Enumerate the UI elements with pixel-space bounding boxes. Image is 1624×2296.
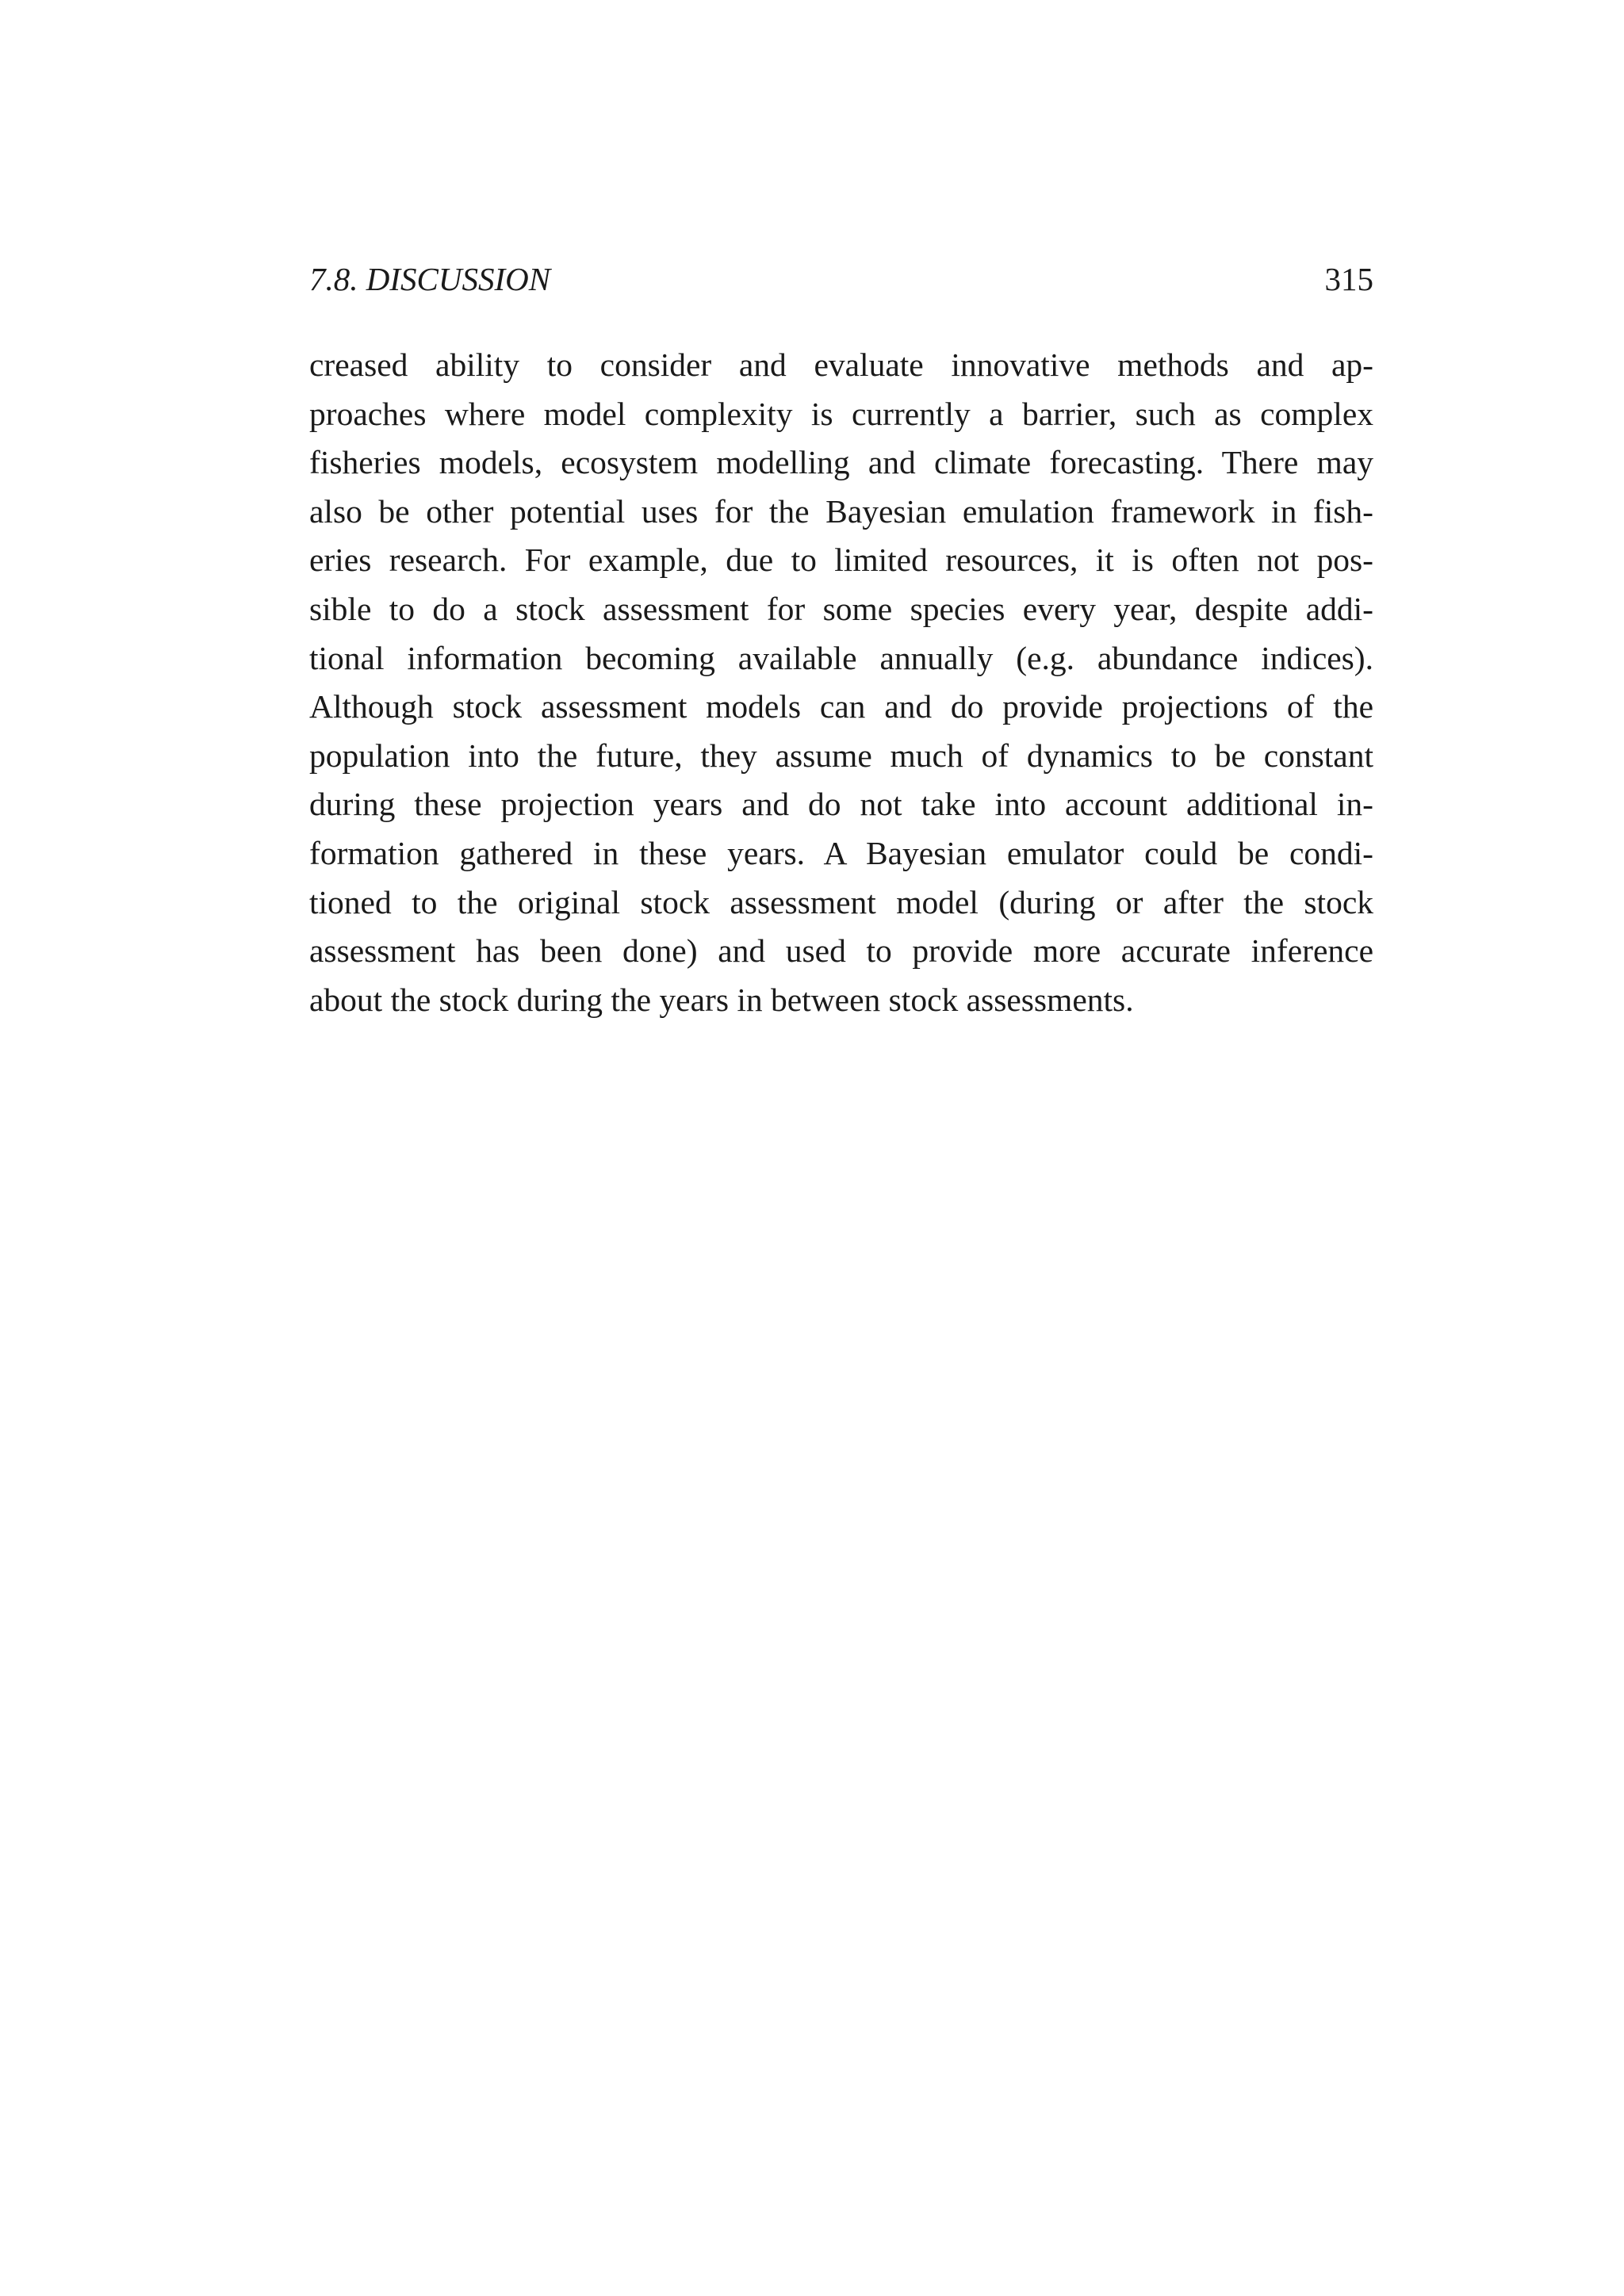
text-line: creased ability to consider and evaluate innovative methods and ap- — [309, 346, 1373, 383]
text-line: about the stock during the years in between stock assessments. — [309, 981, 1134, 1018]
text-line: during these projection years and do not take into account additional in- — [309, 786, 1373, 823]
running-header — [309, 255, 1373, 303]
text-line: also be other potential uses for the Bayesian emulation framework in fish- — [309, 492, 1373, 530]
text-line: tioned to the original stock assessment model (during or after the stock — [309, 883, 1373, 920]
page-number: 315 — [1324, 261, 1373, 297]
text-line: fisheries models, ecosystem modelling and climate forecasting. There may — [309, 444, 1373, 481]
text-line: population into the future, they assume much of dynamics to be constant — [309, 737, 1373, 774]
text-line: sible to do a stock assessment for some species every year, despite addi- — [309, 590, 1373, 627]
section-title: 7.8. DISCUSSION — [309, 261, 551, 297]
text-line: Although stock assessment models can and do provide projections of the — [309, 688, 1373, 725]
text-line: proaches where model complexity is currently a barrier, such as complex — [309, 395, 1373, 432]
text-line: formation gathered in these years. A Bayesian emulator could be condi- — [309, 834, 1373, 871]
text-line: assessment has been done) and used to provide more accurate inference — [309, 932, 1373, 970]
text-line: eries research. For example, due to limited resources, it is often not pos- — [309, 541, 1373, 579]
text-line: tional information becoming available annually (e.g. abundance indices). — [309, 639, 1373, 676]
body-paragraph — [309, 341, 1373, 1024]
